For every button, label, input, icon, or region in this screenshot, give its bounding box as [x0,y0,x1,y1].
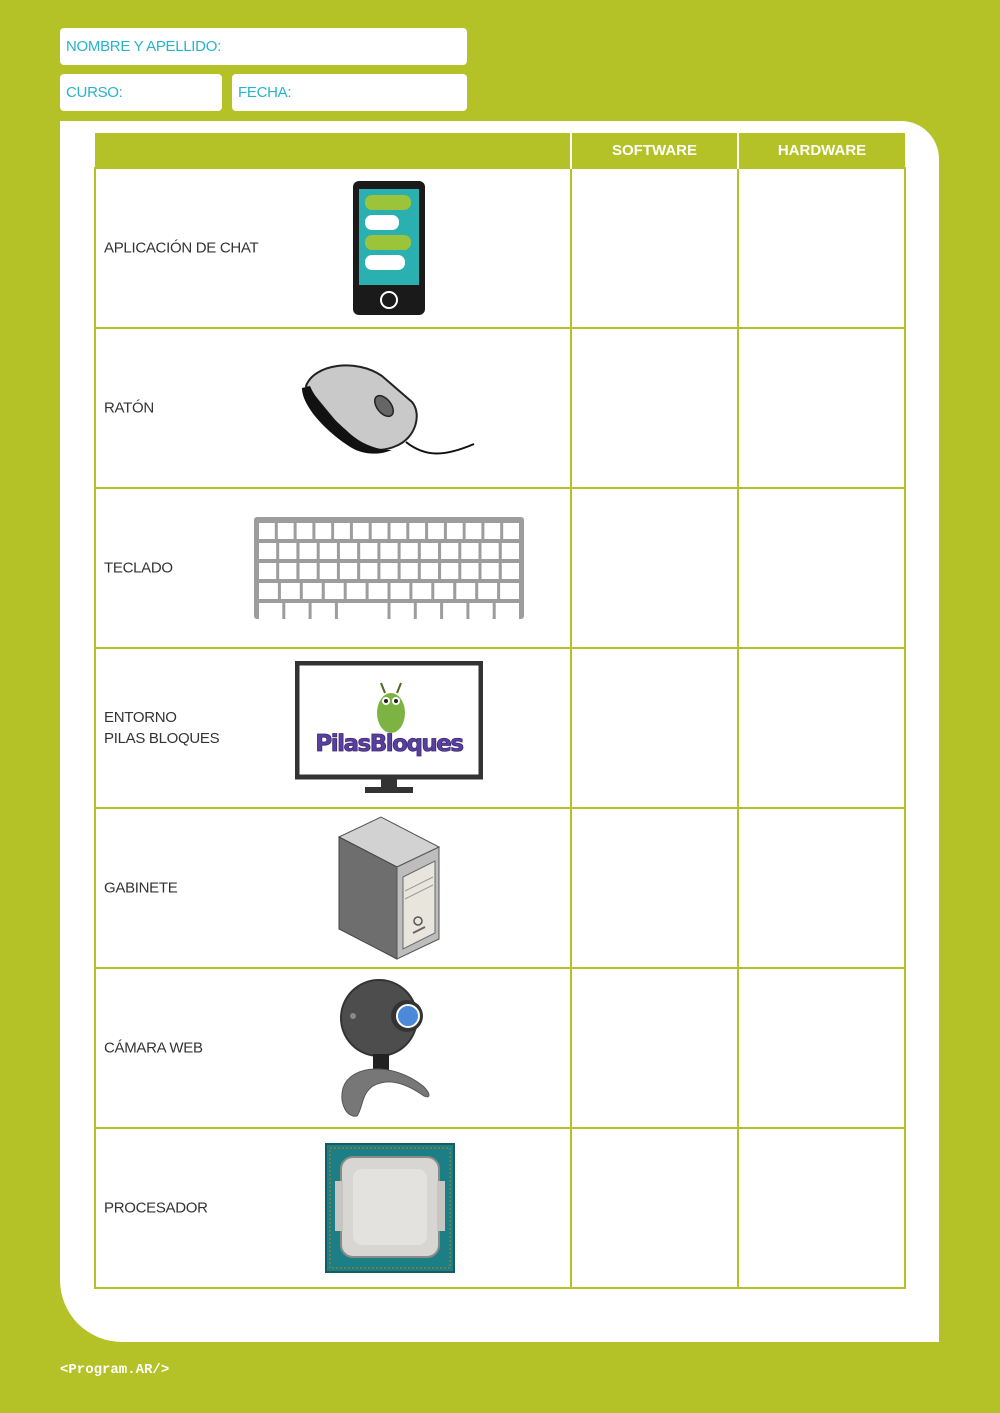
keyboard-key [320,563,337,579]
keyboard-key [279,563,296,579]
keyboard-key [380,563,397,579]
keyboard-key [259,603,282,619]
header-item [95,133,571,168]
item-cell [95,968,571,1128]
item-label: CÁMARA WEB [104,1039,203,1057]
keyboard-key [441,563,458,579]
pilas-bloques-logo-text: PilasBloques [315,731,463,757]
cpu-chip-icon [325,1143,455,1273]
keyboard-key [421,543,438,559]
keyboard-key [428,523,444,539]
keyboard-key [315,523,331,539]
keyboard-key [259,563,276,579]
keyboard-key [496,603,519,619]
table-row [95,968,905,1128]
date-field[interactable] [232,74,467,111]
keyboard-key [340,543,357,559]
keyboard-key [297,523,313,539]
keyboard-key [380,543,397,559]
hardware-check-cell[interactable] [738,488,905,648]
hardware-check-cell[interactable] [738,968,905,1128]
keyboard-key [338,603,388,619]
keyboard-key [482,543,499,559]
item-cell [95,648,571,808]
keyboard-key [259,543,276,559]
keyboard-key [461,543,478,559]
table-row [95,328,905,488]
table-row [95,168,905,328]
keyboard-key [503,523,519,539]
item-label: TECLADO [104,559,173,577]
keyboard-key [279,543,296,559]
keyboard-key [340,563,357,579]
course-field[interactable] [60,74,222,111]
hardware-check-cell[interactable] [738,648,905,808]
keyboard-key [325,583,344,599]
hardware-check-cell[interactable] [738,1128,905,1288]
keyboard-key [334,523,350,539]
table-row [95,648,905,808]
keyboard-key [484,523,500,539]
keyboard-key [401,563,418,579]
keyboard-key [259,583,278,599]
keyboard-key [285,603,308,619]
software-check-cell[interactable] [571,808,738,968]
keyboard-key [300,543,317,559]
keyboard-key [443,603,466,619]
keyboard-key [469,603,492,619]
keyboard-key [447,523,463,539]
keyboard-key [466,523,482,539]
keyboard-key [320,543,337,559]
keyboard-key [478,583,497,599]
item-label: RATÓN [104,399,154,417]
hardware-check-cell[interactable] [738,168,905,328]
item-label: APLICACIÓN DE CHAT [104,239,259,257]
course-label: CURSO: [66,84,123,101]
webcam-icon [337,978,435,1118]
keyboard-key [482,563,499,579]
keyboard-key [456,583,475,599]
program-ar-footer-logo: <Program.AR/> [60,1362,170,1378]
keyboard-key [281,583,300,599]
name-label: NOMBRE Y APELLIDO: [66,38,221,55]
item-label: ENTORNO PILAS BLOQUES [104,709,220,747]
keyboard-key [412,583,431,599]
keyboard-key [259,523,275,539]
table-row [95,488,905,648]
keyboard-key [502,543,519,559]
keyboard-key [347,583,366,599]
table-header-row [95,133,905,168]
keyboard-key [360,543,377,559]
keyboard-key [417,603,440,619]
software-check-cell[interactable] [571,968,738,1128]
hardware-check-cell[interactable] [738,328,905,488]
item-cell [95,168,571,328]
software-check-cell[interactable] [571,648,738,808]
software-check-cell[interactable] [571,328,738,488]
item-cell [95,488,571,648]
table-row [95,808,905,968]
item-cell [95,1128,571,1288]
header-software: SOFTWARE [571,133,738,168]
software-check-cell[interactable] [571,168,738,328]
monitor-pilas-bloques-icon [295,661,483,795]
keyboard-key [300,563,317,579]
keyboard-icon [253,516,525,620]
phone-chat-icon [352,180,426,316]
keyboard-key [500,583,519,599]
keyboard-key [502,563,519,579]
software-check-cell[interactable] [571,488,738,648]
hardware-check-cell[interactable] [738,808,905,968]
keyboard-key [401,543,418,559]
keyboard-key [369,583,388,599]
date-label: FECHA: [238,84,292,101]
keyboard-key [409,523,425,539]
keyboard-key [372,523,388,539]
classification-table [94,133,906,1289]
header-hardware: HARDWARE [738,133,905,168]
keyboard-key [278,523,294,539]
keyboard-key [312,603,335,619]
keyboard-key [441,543,458,559]
keyboard-key [434,583,453,599]
table-row [95,1128,905,1288]
item-label: GABINETE [104,879,178,897]
keyboard-key [461,563,478,579]
software-check-cell[interactable] [571,1128,738,1288]
name-field[interactable] [60,28,467,65]
keyboard-key [391,523,407,539]
keyboard-key [391,603,414,619]
item-cell [95,808,571,968]
keyboard-key [303,583,322,599]
keyboard-key [421,563,438,579]
keyboard-key [360,563,377,579]
mouse-icon [296,358,476,458]
keyboard-key [353,523,369,539]
item-cell [95,328,571,488]
computer-tower-icon [337,815,441,961]
item-label: PROCESADOR [104,1199,208,1217]
keyboard-key [391,583,410,599]
